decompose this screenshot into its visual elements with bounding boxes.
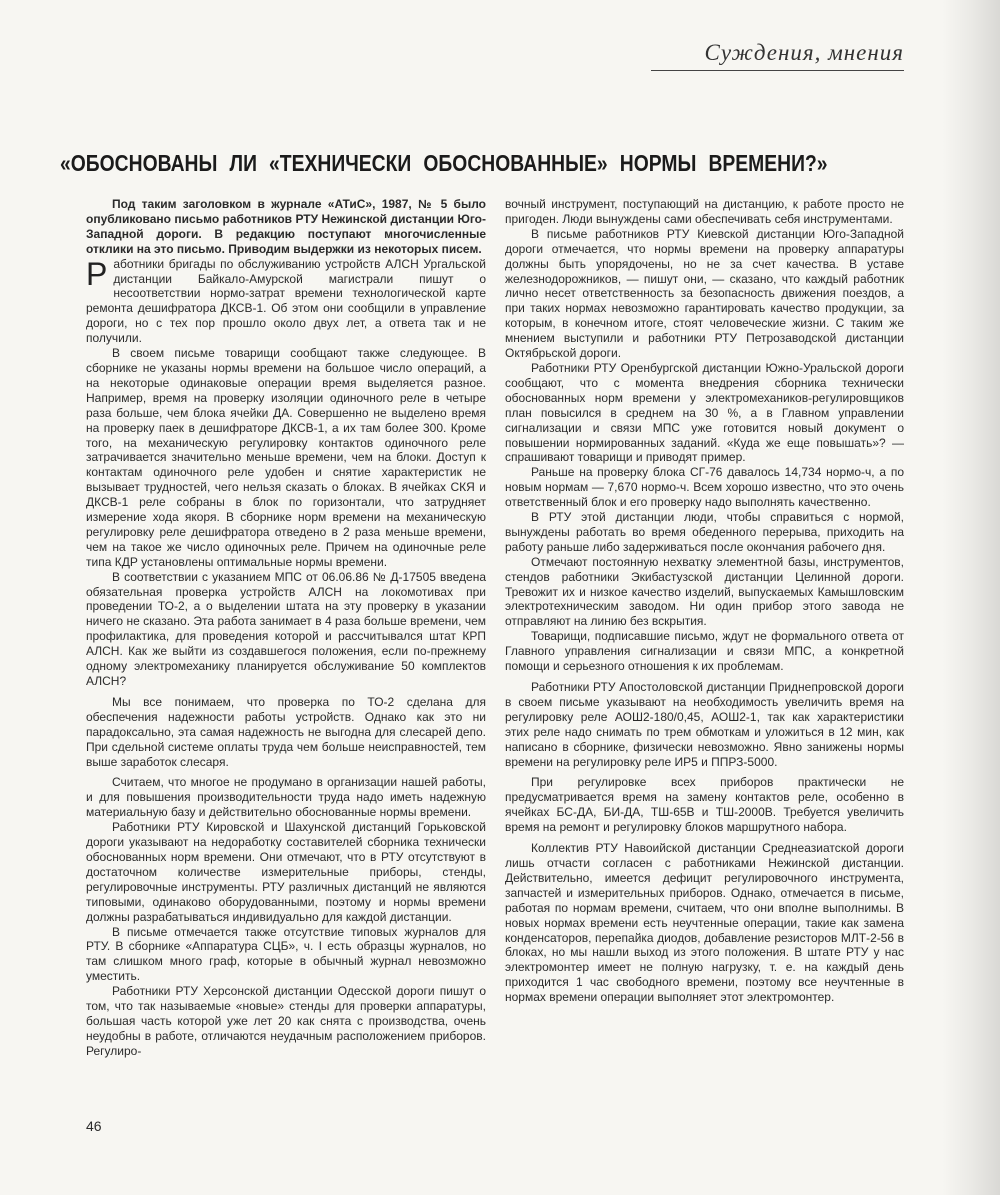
page-number: 46: [86, 1118, 102, 1134]
page-edge-shadow: [942, 0, 1000, 1195]
paragraph: Работники РТУ Оренбургской дистанции Южно-Уральской дороги сообщают, что с момента внедрения сборника технически обоснованных норм времени у электромехаников-регулировщиков план повысился в среднем на 30 %, а в Главном управлении сигнализации и связи МПС уже готовится новый документ о повышении нормированных заданий. «Куда же еще повышать»? — спрашивают товарищи и приводят пример.: [505, 360, 904, 465]
paragraph: аботники бригады по обслуживанию устройств АЛСН Ургальской дистанции Байкало-Амурской магистрали пишут о несоответствии нормо-затрат времени технологической карте ремонта дешифратора ДКСВ-1. Об этом они сообщили в управление дороги, но с тех пор прошло около двух лет, а ответа так и не получили.: [86, 256, 486, 346]
paragraph: В соответствии с указанием МПС от 06.06.86 № Д-17505 введена обязательная проверка устройств АЛСН на локомотивах при проведении ТО-2, а о выделении штата на эту проверку в указании ничего не сказано. Эта работа занимает в 4 раза больше времени, чем профилактика, для проведения которой и рассчитывался штат КРП АЛСН. Как же выйти из создавшегося положения, если по-прежнему одному электромеханику планируется обслуживание 50 комплектов АЛСН?: [86, 569, 486, 688]
paragraph: В письме отмечается также отсутствие типовых журналов для РТУ. В сборнике «Аппаратура СЦБ», ч. I есть образцы журналов, но там слишком много граф, которые в обычный журнал невозможно уместить.: [86, 924, 486, 984]
paragraph: Считаем, что многое не продумано в организации нашей работы, и для повышения производительности труда надо иметь надежную материальную базу и действительно обоснованные нормы времени.: [86, 775, 486, 820]
drop-cap: Р: [86, 255, 108, 292]
paragraph: В письме работников РТУ Киевской дистанции Юго-Западной дороги отмечается, что нормы времени на проверку аппаратуры должны быть упорядочены, но не за счет качества. В уставе железнодорожников, — пишут они, — сказано, что каждый работник лично несет ответственность за безопасность движения поездов, а при таких нормах невозможно гарантировать качество продукции, за которым, в конечном итоге, стоят человеческие жизни. С таким же мнением выступили и работники РТУ Петрозаводской дистанции Октябрьской дороги.: [505, 226, 904, 361]
paragraph: В своем письме товарищи сообщают также следующее. В сборнике не указаны нормы времени на большое число операций, а на некоторые одинаковые операции время выделяется разное. Например, время на проверку изоляции одиночного реле в четыре раза больше, чем блока ячейки ДА. Совершенно не выделено время на проверку паек в дешифраторе ДКСВ-1, а их там более 300. Кроме того, на механическую регулировку контактов одиночного реле затрачивается значительно меньше времени, чем на блоки. Доступ к контактам одиночного реле удобен и снятие характеристик не вызывает трудностей, чего нельзя сказать о блоках. В ячейках СКЯ и ДКСВ-1 реле собраны в блок по горизонтали, что затрудняет измерение хода якоря. В сборнике норм времени на механическую регулировку реле дешифратора отведено в 2 раза меньше времени, чем на такое же число одиночных реле. Причем на одиночные реле типа КДР установлены оптимальные нормы времени.: [86, 346, 486, 569]
rubric-underline: [651, 70, 904, 71]
paragraph: Работники РТУ Херсонской дистанции Одесской дороги пишут о том, что так называемые «новые» стенды для проверки аппаратуры, большая часть которой уже лет 20 как снята с производства, очень неудобны в работе, отличаются неудачным расположением приборов. Регулиро-: [86, 984, 486, 1058]
first-paragraph: [86, 257, 486, 346]
paragraph: Товарищи, подписавшие письмо, ждут не формального ответа от Главного управления сигнализации и связи МПС, а конкретной помощи и серьезного отношения к их проблемам.: [505, 629, 904, 674]
right-column: [505, 197, 904, 1005]
paragraph: Коллектив РТУ Навоийской дистанции Среднеазиатской дороги лишь отчасти согласен с работниками Нежинской дистанции. Действительно, имеется дефицит регулировочного инструмента, запчастей и измерительных приборов. Однако, отмечается в письме, работая по нормам времени, считаем, что они вполне выполнимы. В новых нормах времени есть неучтенные операции, такие как замена конденсаторов, перепайка диодов, добавление резисторов МЛТ-2-56 в блоках, но мы нашли выход из этого положения. В штате РТУ у нас электромонтер имеет не полную нагрузку, т. е. на каждый день приходится 1 час свободного времени, поэтому все неучтенные в нормах времени операции выполняет этот электромонтер.: [505, 841, 904, 1005]
article-intro: Под таким заголовком в журнале «АТиС», 1987, № 5 было опубликовано письмо работников РТУ Нежинской дистанции Юго-Западной дороги. В редакцию поступают многочисленные отклики на это письмо. Приводим выдержки из некоторых писем.: [86, 197, 486, 256]
paragraph: Работники РТУ Апостоловской дистанции Приднепровской дороги в своем письме указывают на необходимость увеличить время на регулировку реле АОШ2-180/0,45, АОШ2-1, так как характеристики этих реле надо снимать по трем обмоткам и уложиться в 12 мин, как написано в сборнике, физически невозможно. Явно занижены нормы времени на регулировку реле ИР5 и ППРЗ-5000.: [505, 680, 904, 769]
section-rubric: Суждения, мнения: [704, 40, 904, 65]
paragraph: В РТУ этой дистанции люди, чтобы справиться с нормой, вынуждены работать во время обеденного перерыва, приходить на работу раньше либо задерживаться после окончания рабочего дня.: [505, 510, 904, 554]
paragraph: Отмечают постоянную нехватку элементной базы, инструментов, стендов работники Экибастузской дистанции Целинной дороги. Тревожит их и низкое качество изделий, выпускаемых Камышловским электротехническим заводом. Ни один прибор этого завода не отправляют на линию без вскрытия.: [505, 554, 904, 629]
paragraph: Мы все понимаем, что проверка по ТО-2 сделана для обеспечения надежности работы устройств. Однако как это ни парадоксально, эта самая надежность не выгодна для слесарей депо. При сдельной системе оплаты труда чем больше неисправностей, тем выше заработок слесаря.: [86, 694, 486, 769]
paragraph: вочный инструмент, поступающий на дистанцию, к работе просто не пригоден. Люди вынуждены сами обеспечивать себя инструментами.: [505, 197, 904, 226]
paragraph: Работники РТУ Кировской и Шахунской дистанций Горьковской дороги указывают на недоработку составителей сборника технически обоснованных норм времени. Они отмечают, что в РТУ отсутствуют в достаточном количестве измерительные приборы, стенды, регулировочные инструменты. РТУ различных дистанций не являются типовыми, одинаково оборудованными, поэтому и нормы времени должны разрабатываться индивидуально для каждой дистанции.: [86, 820, 486, 924]
paragraph: Раньше на проверку блока СГ-76 давалось 14,734 нормо-ч, а по новым нормам — 7,670 нормо-ч. Всем хорошо известно, что это очень ответственный блок и его проверку надо выполнять качественно.: [505, 465, 904, 510]
paragraph: При регулировке всех приборов практически не предусматривается время на замену контактов реле, особенно в ячейках БС-ДА, БИ-ДА, ТШ-65В и ТШ-2000В. Требуется увеличить время на ремонт и регулировку блоков маршрутного набора.: [505, 775, 904, 835]
article-headline: «ОБОСНОВАНЫ ЛИ «ТЕХНИЧЕСКИ ОБОСНОВАННЫЕ» НОРМЫ ВРЕМЕНИ?»: [60, 150, 828, 176]
left-column: [86, 197, 486, 1059]
